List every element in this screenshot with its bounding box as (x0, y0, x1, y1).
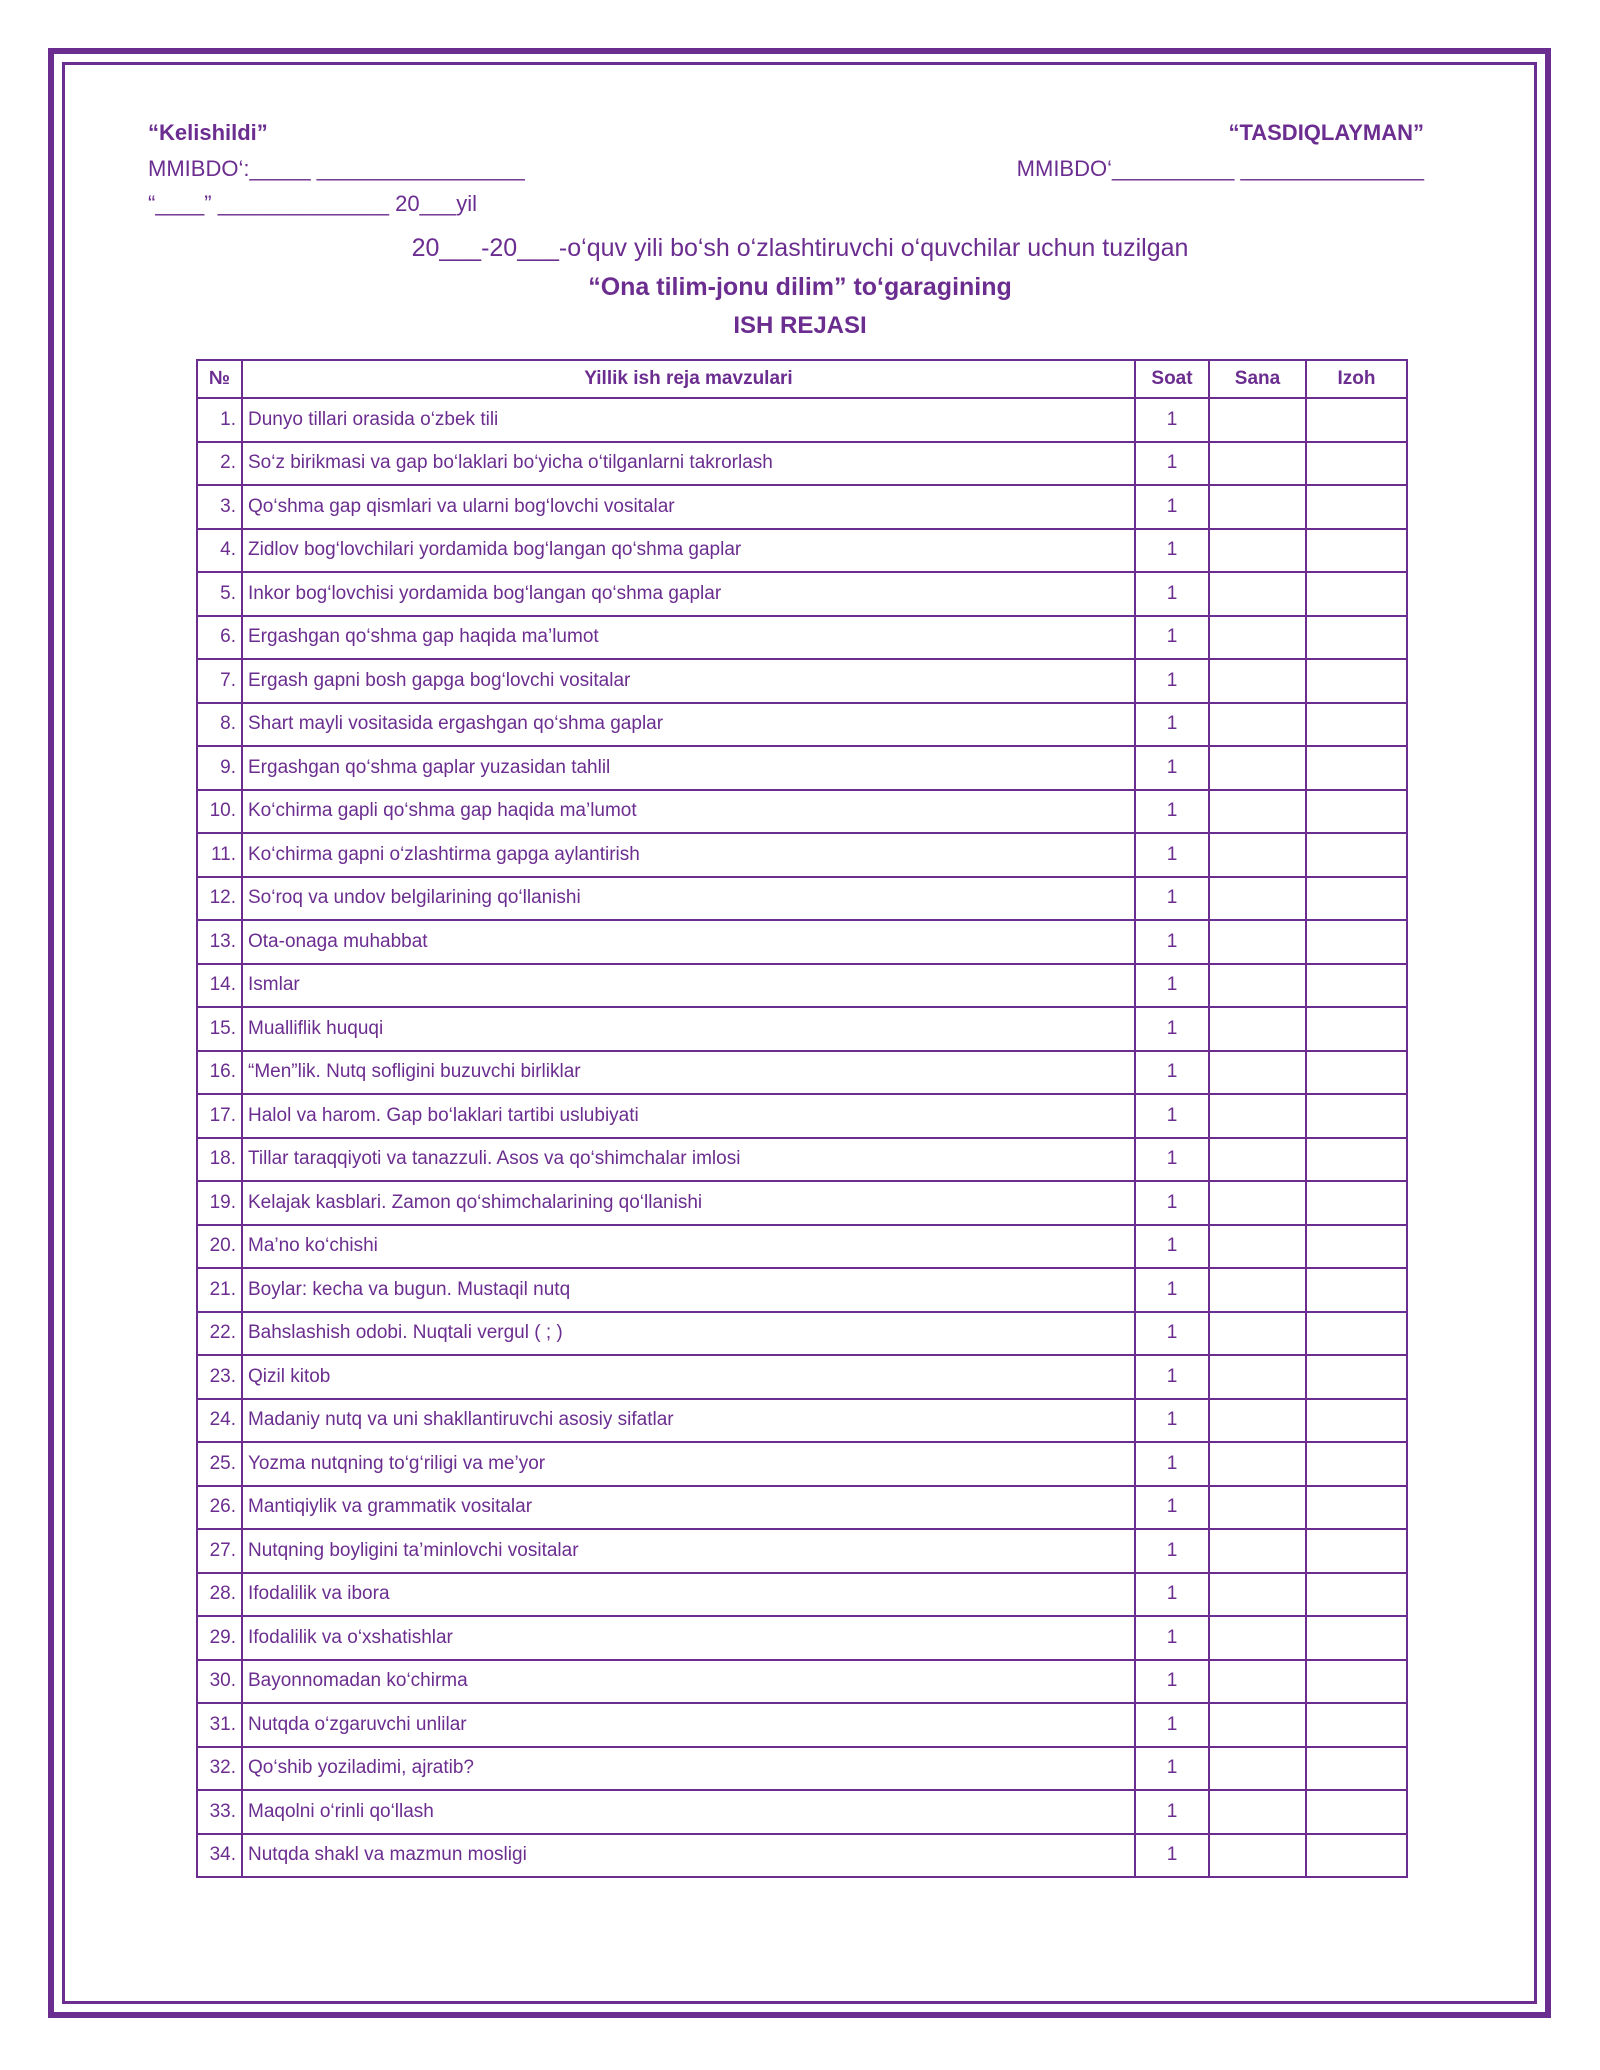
row-date (1209, 833, 1306, 877)
table-row (197, 1442, 1407, 1486)
row-note (1306, 1051, 1407, 1095)
row-topic: Maqolni o‘rinli qo‘llash (242, 1790, 1135, 1834)
row-hours: 1 (1135, 529, 1209, 573)
row-date (1209, 877, 1306, 921)
row-note (1306, 920, 1407, 964)
row-topic: Nutqning boyligini ta’minlovchi vositalar (242, 1529, 1135, 1573)
row-topic: Ota-onaga muhabbat (242, 920, 1135, 964)
row-number: 3. (197, 485, 242, 529)
row-number: 26. (197, 1486, 242, 1530)
row-topic: Qo‘shib yoziladimi, ajratib? (242, 1747, 1135, 1791)
row-date (1209, 790, 1306, 834)
row-note (1306, 442, 1407, 486)
row-hours: 1 (1135, 1442, 1209, 1486)
row-number: 7. (197, 659, 242, 703)
row-date (1209, 485, 1306, 529)
row-note (1306, 572, 1407, 616)
row-number: 1. (197, 398, 242, 442)
row-topic: Ko‘chirma gapli qo‘shma gap haqida ma’lumot (242, 790, 1135, 834)
row-number: 4. (197, 529, 242, 573)
row-hours: 1 (1135, 616, 1209, 660)
row-hours: 1 (1135, 1834, 1209, 1878)
row-topic: Ifodalilik va ibora (242, 1573, 1135, 1617)
approval-right-signature-line: MMIBDO‘__________ _______________ (1016, 156, 1424, 181)
row-number: 28. (197, 1573, 242, 1617)
table-row (197, 485, 1407, 529)
row-number: 17. (197, 1094, 242, 1138)
table-row (197, 1268, 1407, 1312)
row-note (1306, 1399, 1407, 1443)
row-hours: 1 (1135, 703, 1209, 747)
table-row (197, 1399, 1407, 1443)
row-topic: Ma’no ko‘chishi (242, 1225, 1135, 1269)
row-note (1306, 1573, 1407, 1617)
table-row (197, 398, 1407, 442)
row-number: 2. (197, 442, 242, 486)
row-hours: 1 (1135, 1486, 1209, 1530)
row-hours: 1 (1135, 1790, 1209, 1834)
approval-left-signature-line: MMIBDO‘:_____ _________________ (148, 156, 525, 181)
row-date (1209, 1094, 1306, 1138)
row-topic: Dunyo tillari orasida o‘zbek tili (242, 398, 1135, 442)
row-note (1306, 485, 1407, 529)
work-plan-table (196, 359, 1408, 1878)
table-header-row (197, 360, 1407, 398)
row-hours: 1 (1135, 833, 1209, 877)
row-hours: 1 (1135, 790, 1209, 834)
row-note (1306, 703, 1407, 747)
row-number: 29. (197, 1616, 242, 1660)
row-note (1306, 1834, 1407, 1878)
row-number: 10. (197, 790, 242, 834)
row-hours: 1 (1135, 1703, 1209, 1747)
row-hours: 1 (1135, 1312, 1209, 1356)
row-number: 9. (197, 746, 242, 790)
table-row (197, 790, 1407, 834)
approval-left-title: “Kelishildi” (148, 120, 268, 145)
row-hours: 1 (1135, 1094, 1209, 1138)
row-topic: Inkor bog‘lovchisi yordamida bog‘langan qo‘shma gaplar (242, 572, 1135, 616)
row-date (1209, 572, 1306, 616)
approval-right-title: “TASDIQLAYMAN” (1228, 120, 1424, 145)
row-hours: 1 (1135, 1529, 1209, 1573)
row-note (1306, 790, 1407, 834)
table-row (197, 1007, 1407, 1051)
row-date (1209, 1834, 1306, 1878)
row-note (1306, 1268, 1407, 1312)
table-row (197, 659, 1407, 703)
row-topic: So‘z birikmasi va gap bo‘laklari bo‘yicha o‘tilganlarni takrorlash (242, 442, 1135, 486)
row-hours: 1 (1135, 746, 1209, 790)
row-hours: 1 (1135, 1747, 1209, 1791)
row-date (1209, 659, 1306, 703)
row-number: 15. (197, 1007, 242, 1051)
row-date (1209, 1181, 1306, 1225)
approval-left-date-line: “____” ______________ 20___yil (148, 191, 478, 216)
table-row (197, 616, 1407, 660)
row-number: 8. (197, 703, 242, 747)
row-topic: Ergash gapni bosh gapga bog‘lovchi vositalar (242, 659, 1135, 703)
row-date (1209, 1051, 1306, 1095)
row-hours: 1 (1135, 1138, 1209, 1182)
row-hours: 1 (1135, 572, 1209, 616)
row-note (1306, 1355, 1407, 1399)
row-hours: 1 (1135, 1573, 1209, 1617)
row-hours: 1 (1135, 398, 1209, 442)
row-topic: Qizil kitob (242, 1355, 1135, 1399)
row-date (1209, 1790, 1306, 1834)
row-topic: “Men”lik. Nutq sofligini buzuvchi birliklar (242, 1051, 1135, 1095)
table-row (197, 1529, 1407, 1573)
row-hours: 1 (1135, 964, 1209, 1008)
row-topic: Ergashgan qo‘shma gaplar yuzasidan tahlil (242, 746, 1135, 790)
row-date (1209, 1573, 1306, 1617)
table-row (197, 1790, 1407, 1834)
row-number: 21. (197, 1268, 242, 1312)
row-topic: Kelajak kasblari. Zamon qo‘shimchalarining qo‘llanishi (242, 1181, 1135, 1225)
row-date (1209, 1529, 1306, 1573)
row-topic: Zidlov bog‘lovchilari yordamida bog‘langan qo‘shma gaplar (242, 529, 1135, 573)
table-row (197, 572, 1407, 616)
row-topic: Bayonnomadan ko‘chirma (242, 1660, 1135, 1704)
row-note (1306, 877, 1407, 921)
table-row (197, 1094, 1407, 1138)
row-note (1306, 1529, 1407, 1573)
row-number: 24. (197, 1399, 242, 1443)
row-topic: Ifodalilik va o‘xshatishlar (242, 1616, 1135, 1660)
table-row (197, 1834, 1407, 1878)
row-number: 31. (197, 1703, 242, 1747)
row-topic: So‘roq va undov belgilarining qo‘llanishi (242, 877, 1135, 921)
table-row (197, 1616, 1407, 1660)
row-note (1306, 746, 1407, 790)
table-row (197, 1355, 1407, 1399)
row-note (1306, 1790, 1407, 1834)
row-topic: Qo‘shma gap qismlari va ularni bog‘lovchi vositalar (242, 485, 1135, 529)
row-note (1306, 1442, 1407, 1486)
table-row (197, 442, 1407, 486)
row-topic: Madaniy nutq va uni shakllantiruvchi asosiy sifatlar (242, 1399, 1135, 1443)
header-number: № (197, 360, 242, 398)
table-row (197, 1312, 1407, 1356)
row-number: 34. (197, 1834, 242, 1878)
row-note (1306, 1660, 1407, 1704)
header-hours: Soat (1135, 360, 1209, 398)
table-row (197, 1486, 1407, 1530)
table-row (197, 1660, 1407, 1704)
row-date (1209, 1486, 1306, 1530)
row-number: 19. (197, 1181, 242, 1225)
row-date (1209, 529, 1306, 573)
row-topic: Bahslashish odobi. Nuqtali vergul ( ; ) (242, 1312, 1135, 1356)
table-row (197, 1573, 1407, 1617)
row-note (1306, 964, 1407, 1008)
row-topic: Mualliflik huquqi (242, 1007, 1135, 1051)
row-date (1209, 1660, 1306, 1704)
row-number: 6. (197, 616, 242, 660)
table-row (197, 1051, 1407, 1095)
row-note (1306, 1181, 1407, 1225)
row-note (1306, 833, 1407, 877)
row-number: 16. (197, 1051, 242, 1095)
row-hours: 1 (1135, 1007, 1209, 1051)
row-date (1209, 1007, 1306, 1051)
table-row (197, 529, 1407, 573)
row-hours: 1 (1135, 1181, 1209, 1225)
table-row (197, 1747, 1407, 1791)
row-topic: Mantiqiylik va grammatik vositalar (242, 1486, 1135, 1530)
row-number: 18. (197, 1138, 242, 1182)
table-row (197, 746, 1407, 790)
row-hours: 1 (1135, 659, 1209, 703)
header-date: Sana (1209, 360, 1306, 398)
row-topic: Ismlar (242, 964, 1135, 1008)
row-topic: Ergashgan qo‘shma gap haqida ma’lumot (242, 616, 1135, 660)
row-date (1209, 1399, 1306, 1443)
row-note (1306, 1138, 1407, 1182)
row-hours: 1 (1135, 1355, 1209, 1399)
row-date (1209, 616, 1306, 660)
row-topic: Nutqda shakl va mazmun mosligi (242, 1834, 1135, 1878)
row-number: 33. (197, 1790, 242, 1834)
document-subtitle: 20___-20___-o‘quv yili bo‘sh o‘zlashtiruvchi o‘quvchilar uchun tuzilgan (411, 234, 1189, 262)
club-name: “Ona tilim-jonu dilim” to‘garagining (588, 273, 1012, 301)
row-note (1306, 1094, 1407, 1138)
row-number: 14. (197, 964, 242, 1008)
row-number: 23. (197, 1355, 242, 1399)
row-date (1209, 398, 1306, 442)
row-date (1209, 1442, 1306, 1486)
row-number: 25. (197, 1442, 242, 1486)
header-note: Izoh (1306, 360, 1407, 398)
row-date (1209, 920, 1306, 964)
row-topic: Ko‘chirma gapni o‘zlashtirma gapga aylantirish (242, 833, 1135, 877)
row-note (1306, 1312, 1407, 1356)
row-number: 12. (197, 877, 242, 921)
header-topics: Yillik ish reja mavzulari (242, 360, 1135, 398)
row-hours: 1 (1135, 485, 1209, 529)
row-note (1306, 1486, 1407, 1530)
row-hours: 1 (1135, 1399, 1209, 1443)
row-date (1209, 1747, 1306, 1791)
table-row (197, 964, 1407, 1008)
document-title: ISH REJASI (733, 312, 867, 339)
row-note (1306, 616, 1407, 660)
row-date (1209, 746, 1306, 790)
row-number: 27. (197, 1529, 242, 1573)
row-note (1306, 659, 1407, 703)
row-hours: 1 (1135, 1051, 1209, 1095)
row-number: 22. (197, 1312, 242, 1356)
row-number: 20. (197, 1225, 242, 1269)
row-date (1209, 1616, 1306, 1660)
row-date (1209, 703, 1306, 747)
row-number: 32. (197, 1747, 242, 1791)
row-topic: Boylar: kecha va bugun. Mustaqil nutq (242, 1268, 1135, 1312)
row-date (1209, 1225, 1306, 1269)
row-topic: Halol va harom. Gap bo‘laklari tartibi uslubiyati (242, 1094, 1135, 1138)
row-hours: 1 (1135, 920, 1209, 964)
row-date (1209, 964, 1306, 1008)
row-date (1209, 1312, 1306, 1356)
table-row (197, 703, 1407, 747)
row-number: 30. (197, 1660, 242, 1704)
table-row (197, 1181, 1407, 1225)
row-date (1209, 1703, 1306, 1747)
row-topic: Shart mayli vositasida ergashgan qo‘shma gaplar (242, 703, 1135, 747)
row-hours: 1 (1135, 1616, 1209, 1660)
row-note (1306, 1616, 1407, 1660)
row-number: 11. (197, 833, 242, 877)
row-hours: 1 (1135, 877, 1209, 921)
table-row (197, 877, 1407, 921)
row-note (1306, 1225, 1407, 1269)
row-number: 5. (197, 572, 242, 616)
table-row (197, 920, 1407, 964)
row-hours: 1 (1135, 1225, 1209, 1269)
row-date (1209, 1268, 1306, 1312)
table-row (197, 1138, 1407, 1182)
row-hours: 1 (1135, 1268, 1209, 1312)
row-topic: Yozma nutqning to‘g‘riligi va me’yor (242, 1442, 1135, 1486)
row-note (1306, 529, 1407, 573)
row-note (1306, 1007, 1407, 1051)
row-hours: 1 (1135, 442, 1209, 486)
table-row (197, 1225, 1407, 1269)
row-topic: Nutqda o‘zgaruvchi unlilar (242, 1703, 1135, 1747)
row-number: 13. (197, 920, 242, 964)
table-row (197, 1703, 1407, 1747)
row-date (1209, 1355, 1306, 1399)
row-note (1306, 398, 1407, 442)
table-row (197, 833, 1407, 877)
row-date (1209, 442, 1306, 486)
row-topic: Tillar taraqqiyoti va tanazzuli. Asos va qo‘shimchalar imlosi (242, 1138, 1135, 1182)
row-note (1306, 1703, 1407, 1747)
row-note (1306, 1747, 1407, 1791)
row-hours: 1 (1135, 1660, 1209, 1704)
row-date (1209, 1138, 1306, 1182)
